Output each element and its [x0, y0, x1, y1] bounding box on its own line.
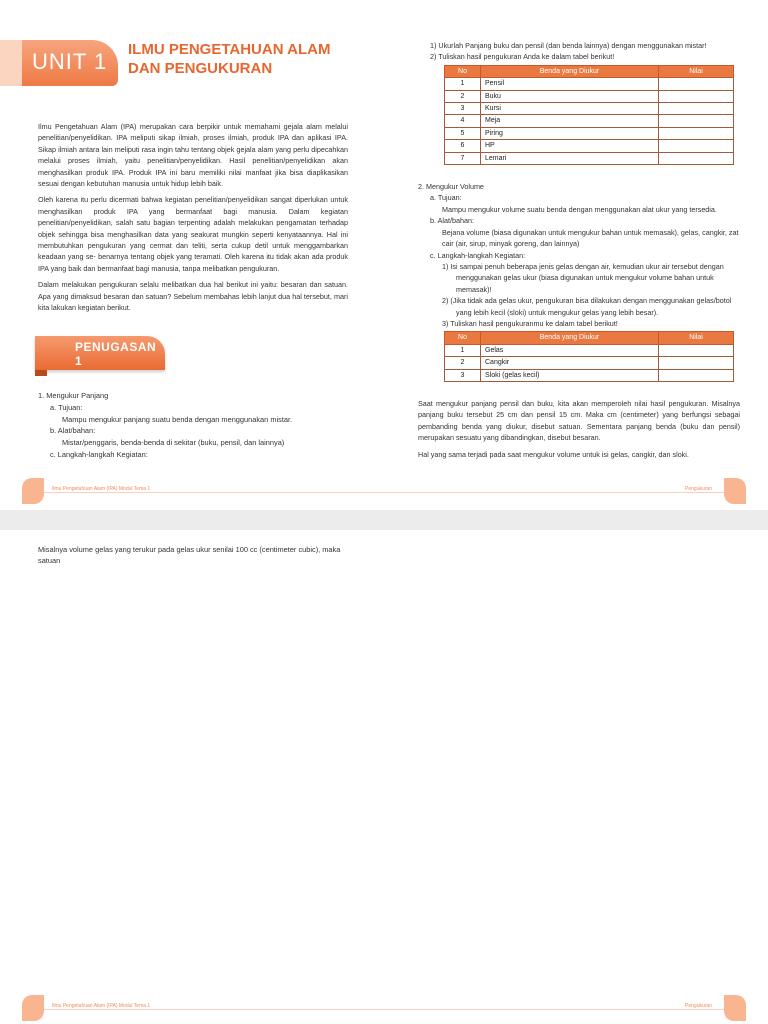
- cell-no: 4: [445, 115, 481, 127]
- table-row: [445, 78, 734, 90]
- page-title-line2: DAN PENGUKURAN: [128, 60, 273, 77]
- volume-table: [444, 331, 734, 382]
- task-item-2: 2. Mengukur Volume: [418, 182, 484, 192]
- col-no: No: [445, 332, 481, 344]
- page-2-footer: [0, 995, 768, 1021]
- cell-no: 1: [445, 78, 481, 90]
- cell-no: 7: [445, 152, 481, 164]
- cell-object: Buku: [481, 90, 659, 102]
- cell-no: 2: [445, 90, 481, 102]
- intro-paragraph-3: Dalam melakukan pengukuran selalu melibatkan dua hal berikut ini yaitu: besaran dan satuan. Apa yang dimaksud besaran dan satuan? Sebelum membahas lebih lanjut dua hal tersebut, mari kita lakukan kegiatan berikut.: [38, 280, 348, 313]
- cell-value[interactable]: [659, 90, 734, 102]
- cell-object: Sloki (gelas kecil): [481, 369, 659, 381]
- volume-table-header: [445, 332, 734, 344]
- cell-object: Pensil: [481, 78, 659, 90]
- table-row: [445, 344, 734, 356]
- page-title: [128, 40, 378, 78]
- cell-no: 3: [445, 103, 481, 115]
- cell-no: 2: [445, 357, 481, 369]
- footer-line: [44, 492, 724, 493]
- task-item-2a-text: Mampu mengukur volume suatu benda dengan menggunakan alat ukur yang tersedia.: [442, 204, 717, 214]
- length-table: [444, 65, 734, 165]
- task-banner: [35, 336, 165, 370]
- cell-value[interactable]: [659, 369, 734, 381]
- footer-tab-right: [724, 995, 746, 1021]
- page-2-paragraph: Misalnya volume gelas yang terukur pada gelas ukur senilai 100 cc (centimeter cubic), maka satuan: [38, 545, 341, 566]
- footer-tab-left: [22, 995, 44, 1021]
- task-item-2a-label: a. Tujuan:: [430, 193, 462, 203]
- col-object: Benda yang Diukur: [481, 65, 659, 77]
- cell-object: Kursi: [481, 103, 659, 115]
- task-item-1b-label: b. Alat/bahan:: [50, 426, 96, 436]
- unit-badge: [22, 40, 118, 86]
- cell-value[interactable]: [659, 115, 734, 127]
- cell-no: 5: [445, 127, 481, 139]
- cell-value[interactable]: [659, 357, 734, 369]
- volume-step-2: 2) (Jika tidak ada gelas ukur, pengukuran bisa dilakukan dengan menggunakan gelas/botol yang lebih kecil (sloki) untuk mengukur gelas yang lebih besar).: [442, 296, 732, 317]
- step-2: 2) Tuliskan hasil pengukuran Anda ke dalam tabel berikut!: [430, 52, 615, 62]
- cell-value[interactable]: [659, 140, 734, 152]
- cell-no: 3: [445, 369, 481, 381]
- cell-object: Gelas: [481, 344, 659, 356]
- col-value: Nilai: [659, 65, 734, 77]
- task-list: [38, 390, 348, 461]
- length-table-header: [445, 65, 734, 77]
- cell-object: Meja: [481, 115, 659, 127]
- task-item-2b-text: Bejana volume (biasa digunakan untuk mengukur bahan untuk memasak), gelas, cangkir, zat cair (air, sirup, minyak goreng, dan lainnya): [442, 227, 739, 249]
- right-column: [418, 40, 740, 465]
- task-item-1c-label: c. Langkah-langkah Kegiatan:: [50, 449, 148, 459]
- task-item-2c-label: c. Langkah-langkah Kegiatan:: [430, 250, 526, 260]
- table-row: [445, 90, 734, 102]
- page-1: [0, 0, 768, 510]
- cell-value[interactable]: [659, 127, 734, 139]
- task-item-1a-text: Mampu mengukur panjang suatu benda dengan menggunakan mistar.: [62, 414, 293, 424]
- conclusion-paragraph-2: Hal yang sama terjadi pada saat mengukur volume untuk isi gelas, cangkir, dan sloki.: [418, 449, 689, 459]
- task-item-1a-label: a. Tujuan:: [50, 402, 83, 412]
- page-1-footer: [0, 478, 768, 504]
- step-1: 1) Ukurlah Panjang buku dan pensil (dan benda lainnya) dengan menggunakan mistar!: [430, 41, 707, 50]
- cell-object: HP: [481, 140, 659, 152]
- footer-left-text: Ilmu Pengetahuan Alam (IPA) Modul Tema 1: [52, 1003, 151, 1009]
- col-object: Benda yang Diukur: [481, 332, 659, 344]
- page-gap: [0, 510, 768, 530]
- table-row: [445, 369, 734, 381]
- task-banner-label: PENUGASAN 1: [75, 340, 157, 368]
- cell-object: Piring: [481, 127, 659, 139]
- footer-left-text: Ilmu Pengetahuan Alam (IPA) Modul Tema 1: [52, 486, 151, 492]
- cell-value[interactable]: [659, 103, 734, 115]
- intro-paragraph-1: Ilmu Pengetahuan Alam (IPA) merupakan cara berpikir untuk memahami gejala alam melalui penelitian/penyelidikan. IPA meliputi sikap ilmiah, proses ilmiah, produk IPA dan aplikasi IPA. Sikap ilmiah antara lain meliputi rasa ingin tahu tentang objek gejala alam yang perlu dipecahkan melalui proses ilmiah, yaitu penelitian/penyelidikan. Hasil penelitian/penyelidikan akan menghasilkan produk IPA. Produk IPA ini baru memiliki nilai manfaat jika bisa diaplikasikan sesuai dengan kebutuhan manusia untuk hidup lebih baik.: [38, 122, 348, 189]
- conclusion-paragraph-1: Saat mengukur panjang pensil dan buku, kita akan memperoleh nilai hasil pengukuran. Misalnya panjang buku tersebut 25 cm dan pensil 15 cm. Maka cm (centimeter) yang berfungsi sebagai pembanding benda yang diukur, disebut satuan. Sementara panjang benda (buku dan pensil) merupakan sesuatu yang dibandingkan, disebut besaran.: [418, 398, 740, 443]
- cell-no: 1: [445, 344, 481, 356]
- task-item-1b-text: Mistar/penggaris, benda-benda di sekitar (buku, pensil, dan lainnya): [62, 438, 285, 448]
- task-item-1: 1. Mengukur Panjang: [38, 391, 109, 400]
- col-no: No: [445, 65, 481, 77]
- volume-step-3: 3) Tuliskan hasil pengukuranmu ke dalam tabel berikut!: [442, 318, 618, 328]
- table-row: [445, 115, 734, 127]
- cell-value[interactable]: [659, 152, 734, 164]
- intro-column: [38, 121, 348, 319]
- footer-line: [44, 1009, 724, 1010]
- cell-value[interactable]: [659, 344, 734, 356]
- footer-right-text: Pengukuran: [685, 486, 712, 492]
- page-title-line1: ILMU PENGETAHUAN ALAM: [128, 41, 331, 58]
- cell-no: 6: [445, 140, 481, 152]
- task-item-2b-label: b. Alat/bahan:: [430, 216, 474, 226]
- intro-paragraph-2: Oleh karena itu perlu dicermati bahwa kegiatan penelitian/penyelidikan sangat diperlukan untuk menghasilkan produk IPA yang bermanfaat bagi manusia. Dalam kegiatan penelitian/penyelidikan, salah satu bagian terpenting adalah melakukan pengamatan terhadap objek sehingga bisa menghasilkan data yang seakurat mungkin seperti kenyataannya. Hal ini membutuhkan pengukuran yang cermat dan teliti, serta cukup detil untuk menggambarkan keadaan yang se- benarnya tentang objek yang teramati. Oleh karena itu tidak akan ada produk IPA yang baik dan bermanfaat bagi manusia, tanpa melibatkan pengukuran.: [38, 195, 348, 273]
- cell-object: Lemari: [481, 152, 659, 164]
- unit-badge-label: UNIT 1: [32, 49, 108, 74]
- footer-right-text: Pengukuran: [685, 1003, 712, 1009]
- table-row: [445, 152, 734, 164]
- table-row: [445, 140, 734, 152]
- cell-value[interactable]: [659, 78, 734, 90]
- volume-step-1: 1) Isi sampai penuh beberapa jenis gelas dengan air, kemudian ukur air tersebut dengan menggunakan gelas ukur (biasa digunakan untuk mengukur volume bahan untuk memasak)!: [442, 261, 724, 294]
- table-row: [445, 357, 734, 369]
- table-row: [445, 103, 734, 115]
- footer-tab-left: [22, 478, 44, 504]
- col-value: Nilai: [659, 332, 734, 344]
- table-row: [445, 127, 734, 139]
- page-2: [0, 530, 768, 1024]
- cell-object: Cangkir: [481, 357, 659, 369]
- footer-tab-right: [724, 478, 746, 504]
